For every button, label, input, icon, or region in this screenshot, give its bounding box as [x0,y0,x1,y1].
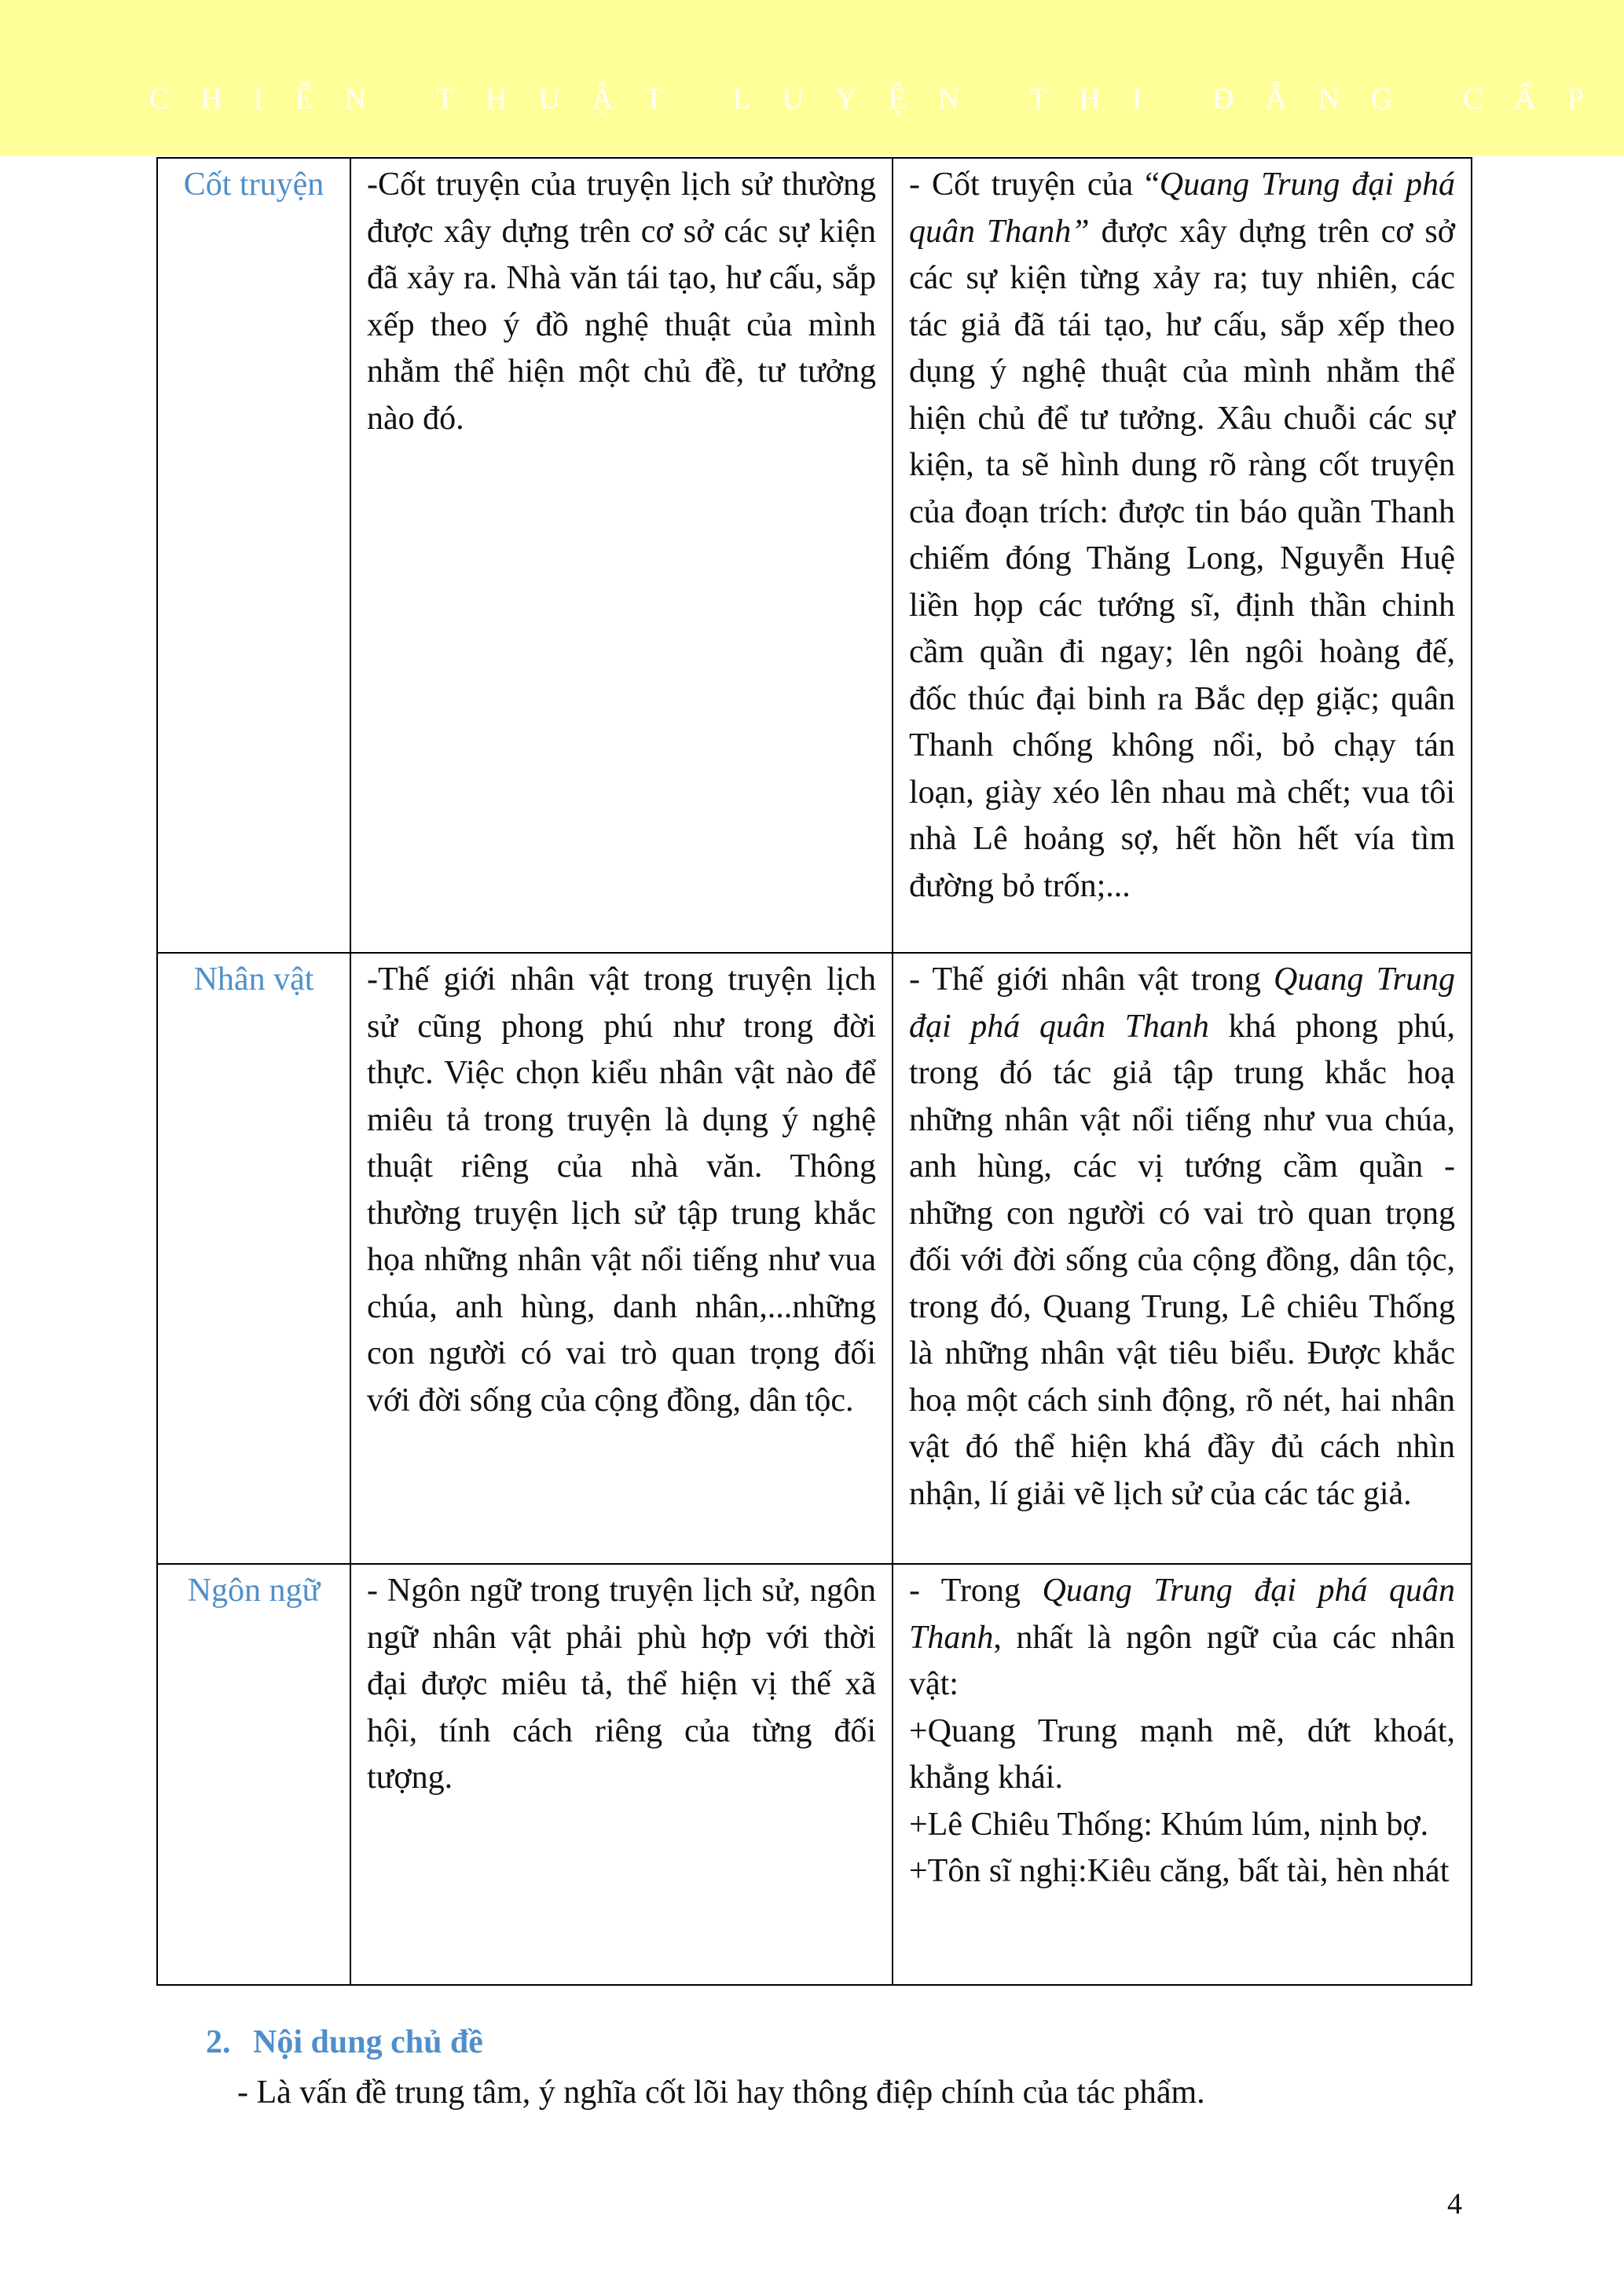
comparison-table [156,157,1472,1986]
row-label: Ngôn ngữ [157,1564,350,1985]
row-label: Cốt truyện [157,158,350,953]
example-text: được xây dựng trên cơ sở các sự kiện từng xảy ra; tuy nhiên, các tác giả đã tái tạo, hư cấu, sắp xếp theo dụng ý nghệ thuật của mình nhằm thể hiện chủ để tư tưởng. Xâu chuỗi các sự kiện, ta sẽ hình dung rõ ràng cốt truyện của đoạn trích: được tin báo quần Thanh chiếm đóng Thăng Long, Nguyễn Huệ liền họp các tướng sĩ, định thần chinh cầm quần đi ngay; lên ngôi hoàng đế, đốc thúc đại binh ra Bắc dẹp giặc; quân Thanh chống không nổi, bỏ chạy tán loạn, giày xéo lên nhau mà chết; vua tôi nhà Lê hoảng sợ, hết hồn hết vía tìm đường bỏ trốn;... [909,213,1455,904]
example-prefix: - Trong [909,1573,1043,1609]
section-description: - Là vấn đề trung tâm, ý nghĩa cốt lõi hay thông điệp chính của tác phẩm. [237,2074,1205,2111]
general-cell: - Ngôn ngữ trong truyện lịch sử, ngôn ngữ nhân vật phải phù hợp với thời đại được miêu tả, thể hiện vị thế xã hội, tính cách riêng của từng đối tượng. [350,1564,893,1985]
section-number: 2. [206,2024,231,2060]
table-row [157,1564,1472,1985]
example-prefix: - Thế giới nhân vật trong [909,961,1274,998]
header-band-text: CHIẾN THUẬT LUYỆN THI ĐẲNG CẤP [149,82,1616,115]
example-text: , nhất là ngôn ngữ của các nhân vật: [909,1619,1455,1702]
example-cell [893,158,1472,953]
section-heading [206,2023,483,2061]
general-cell: -Cốt truyện của truyện lịch sử thường được xây dựng trên cơ sở các sự kiện đã xảy ra. Nhà văn tái tạo, hư cấu, sắp xếp theo ý đồ nghệ thuật của mình nhằm thể hiện một chủ đề, tư tưởng nào đó. [350,158,893,953]
work-title: Quang Trung đại phá quân Thanh” [909,167,1455,250]
example-prefix: - Cốt truyện của “ [909,167,1160,203]
example-cell [893,953,1472,1564]
character-line: +Quang Trung mạnh mẽ, dứt khoát, khẳng khái. [909,1712,1455,1796]
work-title: Quang Trung đại phá quân Thanh [909,961,1455,1045]
general-cell: -Thế giới nhân vật trong truyện lịch sử cũng phong phú như trong đời thực. Việc chọn kiểu nhân vật nào để miêu tả trong truyện là dụng ý nghệ thuật riêng của nhà văn. Thông thường truyện lịch sử tập trung khắc họa những nhân vật nổi tiếng như vua chúa, anh hùng, danh nhân,...những con người có vai trò quan trọng đối với đời sống của cộng đồng, dân tộc. [350,953,893,1564]
character-line: +Tôn sĩ nghị:Kiêu căng, bất tài, hèn nhát [909,1853,1450,1889]
table-row [157,953,1472,1564]
page-number: 4 [1447,2188,1462,2221]
character-line: +Lê Chiêu Thống: Khúm lúm, nịnh bợ. [909,1806,1429,1843]
example-cell [893,1564,1472,1985]
section-title: Nội dung chủ đề [253,2024,483,2060]
table-row [157,158,1472,953]
work-title: Quang Trung đại phá quân Thanh [909,1573,1455,1656]
example-text: khá phong phú, trong đó tác giả tập trung khắc hoạ những nhân vật nổi tiếng như vua chúa, anh hùng, các vị tướng cầm quần - những con người có vai trò quan trọng đối với đời sống của cộng đồng, dân tộc, trong đó, Quang Trung, Lê chiêu Thống là những nhân vật tiêu biểu. Được khắc hoạ một cách sinh động, rõ nét, hai nhân vật đó thể hiện khá đầy đủ cách nhìn nhận, lí giải vẽ lịch sử của các tác giả. [909,1008,1455,1512]
row-label: Nhân vật [157,953,350,1564]
header-band [0,0,1624,156]
